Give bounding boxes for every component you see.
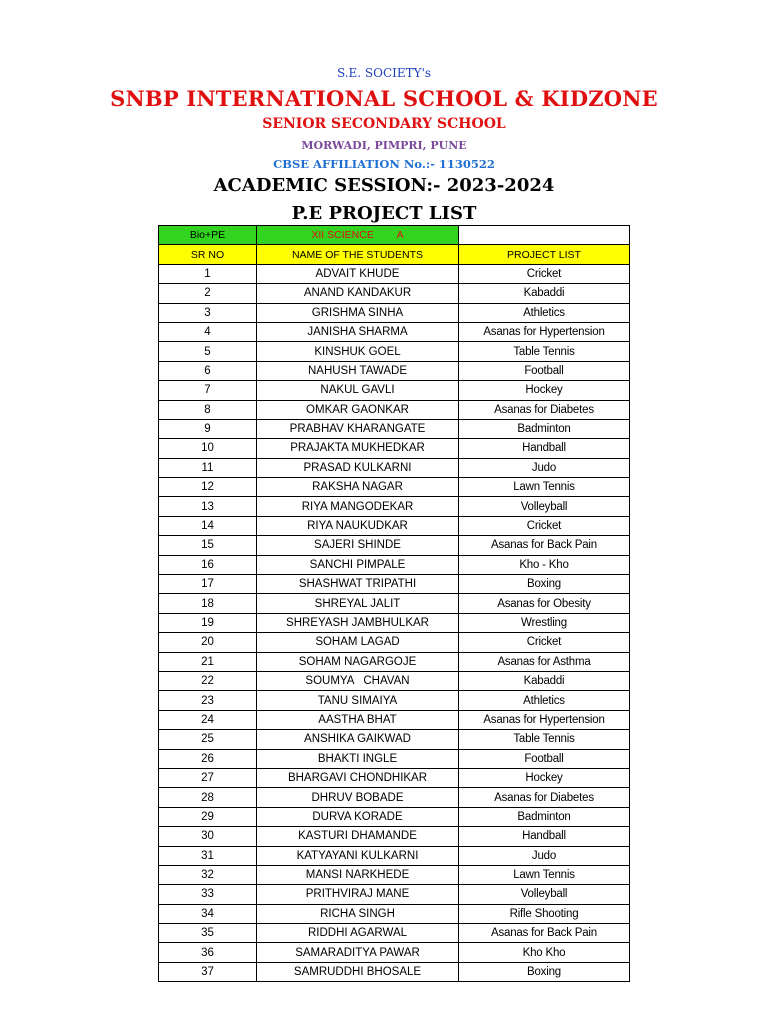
school-name: SNBP INTERNATIONAL SCHOOL & KIDZONE — [110, 86, 658, 111]
class-row — [159, 226, 630, 245]
student-name-cell: ANAND KANDAKUR — [257, 284, 459, 303]
project-cell: Asanas for Hypertension — [459, 322, 630, 341]
table-row — [159, 943, 630, 962]
project-cell: Cricket — [459, 264, 630, 283]
student-name-cell: SHREYASH JAMBHULKAR — [257, 613, 459, 632]
list-title: P.E PROJECT LIST — [291, 203, 477, 224]
table-row — [159, 807, 630, 826]
student-name-cell: RIYA NAUKUDKAR — [257, 516, 459, 535]
group-cell: Bio+PE — [159, 226, 257, 245]
sr-no-cell: 19 — [159, 613, 257, 632]
student-name-cell: NAKUL GAVLI — [257, 381, 459, 400]
table-row — [159, 555, 630, 574]
society-name: S.E. SOCIETY's — [336, 66, 432, 80]
student-name-cell: SAJERI SHINDE — [257, 536, 459, 555]
table-row — [159, 361, 630, 380]
student-name-cell: TANU SIMAIYA — [257, 691, 459, 710]
sr-no-cell: 17 — [159, 575, 257, 594]
student-name-cell: RAKSHA NAGAR — [257, 478, 459, 497]
sr-no-cell: 7 — [159, 381, 257, 400]
sr-no-cell: 2 — [159, 284, 257, 303]
table-row — [159, 633, 630, 652]
sr-no-cell: 20 — [159, 633, 257, 652]
sr-no-cell: 18 — [159, 594, 257, 613]
table-row — [159, 478, 630, 497]
project-cell: Kho Kho — [459, 943, 630, 962]
table-row — [159, 827, 630, 846]
student-name-cell: PRAJAKTA MUKHEDKAR — [257, 439, 459, 458]
student-name-cell: JANISHA SHARMA — [257, 322, 459, 341]
project-cell: Athletics — [459, 303, 630, 322]
table-row — [159, 865, 630, 884]
project-cell: Football — [459, 361, 630, 380]
project-cell: Rifle Shooting — [459, 904, 630, 923]
project-cell: Asanas for Diabetes — [459, 788, 630, 807]
academic-session: ACADEMIC SESSION:- 2023-2024 — [213, 175, 555, 196]
project-cell: Asanas for Back Pain — [459, 536, 630, 555]
project-list-table — [158, 225, 630, 982]
student-name-cell: OMKAR GAONKAR — [257, 400, 459, 419]
student-name-cell: DHRUV BOBADE — [257, 788, 459, 807]
project-cell: Kabaddi — [459, 284, 630, 303]
table-row — [159, 419, 630, 438]
sr-no-cell: 30 — [159, 827, 257, 846]
sr-no-cell: 36 — [159, 943, 257, 962]
student-name-cell: DURVA KORADE — [257, 807, 459, 826]
sr-no-cell: 3 — [159, 303, 257, 322]
project-cell: Asanas for Back Pain — [459, 924, 630, 943]
table-row — [159, 885, 630, 904]
table-row — [159, 575, 630, 594]
table-row — [159, 303, 630, 322]
sr-no-cell: 26 — [159, 749, 257, 768]
table-row — [159, 768, 630, 787]
project-cell: Wrestling — [459, 613, 630, 632]
project-cell: Lawn Tennis — [459, 478, 630, 497]
student-name-cell: GRISHMA SINHA — [257, 303, 459, 322]
sr-no-cell: 24 — [159, 710, 257, 729]
sr-no-cell: 29 — [159, 807, 257, 826]
sr-no-cell: 33 — [159, 885, 257, 904]
project-cell: Volleyball — [459, 497, 630, 516]
table-row — [159, 497, 630, 516]
sr-no-cell: 37 — [159, 962, 257, 981]
column-header-name: NAME OF THE STUDENTS — [257, 245, 459, 264]
student-name-cell: KATYAYANI KULKARNI — [257, 846, 459, 865]
sr-no-cell: 27 — [159, 768, 257, 787]
sr-no-cell: 21 — [159, 652, 257, 671]
project-cell: Volleyball — [459, 885, 630, 904]
sr-no-cell: 6 — [159, 361, 257, 380]
table-row — [159, 730, 630, 749]
project-cell: Hockey — [459, 768, 630, 787]
project-cell: Boxing — [459, 575, 630, 594]
table-row — [159, 439, 630, 458]
table-row — [159, 613, 630, 632]
student-name-cell: BHAKTI INGLE — [257, 749, 459, 768]
project-cell: Boxing — [459, 962, 630, 981]
table-row — [159, 594, 630, 613]
project-cell: Athletics — [459, 691, 630, 710]
table-row — [159, 846, 630, 865]
project-cell: Kabaddi — [459, 671, 630, 690]
table-row — [159, 458, 630, 477]
sr-no-cell: 23 — [159, 691, 257, 710]
sr-no-cell: 13 — [159, 497, 257, 516]
sr-no-cell: 16 — [159, 555, 257, 574]
student-name-cell: ADVAIT KHUDE — [257, 264, 459, 283]
table-row — [159, 381, 630, 400]
student-name-cell: SOUMYA CHAVAN — [257, 671, 459, 690]
sr-no-cell: 32 — [159, 865, 257, 884]
table-row — [159, 671, 630, 690]
sr-no-cell: 14 — [159, 516, 257, 535]
project-cell: Cricket — [459, 516, 630, 535]
student-name-cell: RICHA SINGH — [257, 904, 459, 923]
table-row — [159, 400, 630, 419]
table-row — [159, 924, 630, 943]
table-row — [159, 284, 630, 303]
column-header-sr-no: SR NO — [159, 245, 257, 264]
sr-no-cell: 35 — [159, 924, 257, 943]
table-row — [159, 516, 630, 535]
school-division: SENIOR SECONDARY SCHOOL — [262, 116, 506, 132]
empty-cell — [459, 226, 630, 245]
sr-no-cell: 12 — [159, 478, 257, 497]
student-name-cell: PRITHVIRAJ MANE — [257, 885, 459, 904]
project-cell: Kho - Kho — [459, 555, 630, 574]
student-name-cell: NAHUSH TAWADE — [257, 361, 459, 380]
sr-no-cell: 31 — [159, 846, 257, 865]
table-row — [159, 788, 630, 807]
student-name-cell: RIDDHI AGARWAL — [257, 924, 459, 943]
table-row — [159, 710, 630, 729]
column-header-project: PROJECT LIST — [459, 245, 630, 264]
sr-no-cell: 34 — [159, 904, 257, 923]
table-row — [159, 536, 630, 555]
project-cell: Badminton — [459, 807, 630, 826]
project-cell: Badminton — [459, 419, 630, 438]
table-row — [159, 749, 630, 768]
student-name-cell: SAMARADITYA PAWAR — [257, 943, 459, 962]
column-header-row — [159, 245, 630, 264]
student-name-cell: SOHAM LAGAD — [257, 633, 459, 652]
student-name-cell: RIYA MANGODEKAR — [257, 497, 459, 516]
sr-no-cell: 4 — [159, 322, 257, 341]
student-name-cell: PRASAD KULKARNI — [257, 458, 459, 477]
project-cell: Table Tennis — [459, 342, 630, 361]
affiliation-number: CBSE AFFILIATION No.:- 1130522 — [273, 157, 495, 171]
sr-no-cell: 15 — [159, 536, 257, 555]
project-cell: Lawn Tennis — [459, 865, 630, 884]
project-cell: Asanas for Asthma — [459, 652, 630, 671]
project-cell: Handball — [459, 827, 630, 846]
student-name-cell: SHASHWAT TRIPATHI — [257, 575, 459, 594]
student-name-cell: SOHAM NAGARGOJE — [257, 652, 459, 671]
sr-no-cell: 8 — [159, 400, 257, 419]
project-cell: Asanas for Hypertension — [459, 710, 630, 729]
project-cell: Handball — [459, 439, 630, 458]
table-row — [159, 652, 630, 671]
sr-no-cell: 1 — [159, 264, 257, 283]
student-name-cell: SAMRUDDHI BHOSALE — [257, 962, 459, 981]
student-name-cell: MANSI NARKHEDE — [257, 865, 459, 884]
sr-no-cell: 22 — [159, 671, 257, 690]
student-name-cell: PRABHAV KHARANGATE — [257, 419, 459, 438]
project-cell: Cricket — [459, 633, 630, 652]
student-name-cell: AASTHA BHAT — [257, 710, 459, 729]
student-name-cell: KINSHUK GOEL — [257, 342, 459, 361]
project-cell: Football — [459, 749, 630, 768]
student-name-cell: SANCHI PIMPALE — [257, 555, 459, 574]
table-row — [159, 342, 630, 361]
table-row — [159, 691, 630, 710]
project-cell: Asanas for Diabetes — [459, 400, 630, 419]
student-name-cell: BHARGAVI CHONDHIKAR — [257, 768, 459, 787]
sr-no-cell: 28 — [159, 788, 257, 807]
table-row — [159, 322, 630, 341]
sr-no-cell: 10 — [159, 439, 257, 458]
sr-no-cell: 5 — [159, 342, 257, 361]
project-cell: Hockey — [459, 381, 630, 400]
sr-no-cell: 9 — [159, 419, 257, 438]
table-row — [159, 904, 630, 923]
table-row — [159, 264, 630, 283]
school-address: MORWADI, PIMPRI, PUNE — [301, 139, 467, 152]
student-name-cell: SHREYAL JALIT — [257, 594, 459, 613]
project-cell: Judo — [459, 458, 630, 477]
sr-no-cell: 25 — [159, 730, 257, 749]
student-name-cell: KASTURI DHAMANDE — [257, 827, 459, 846]
class-cell: XII SCIENCE A — [257, 226, 459, 245]
table-row — [159, 962, 630, 981]
project-cell: Asanas for Obesity — [459, 594, 630, 613]
project-cell: Table Tennis — [459, 730, 630, 749]
student-name-cell: ANSHIKA GAIKWAD — [257, 730, 459, 749]
project-cell: Judo — [459, 846, 630, 865]
sr-no-cell: 11 — [159, 458, 257, 477]
